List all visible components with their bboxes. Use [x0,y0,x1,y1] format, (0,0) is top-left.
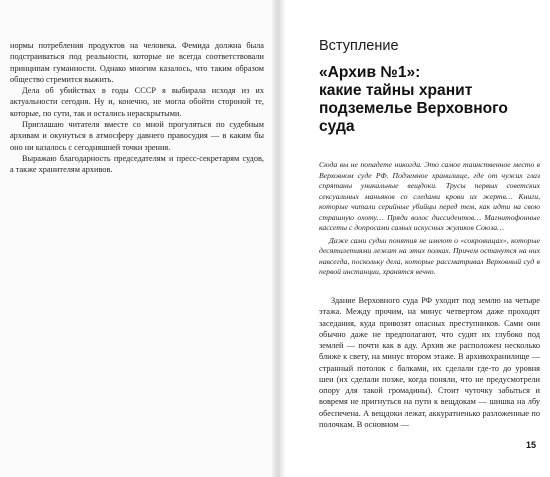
epigraph-paragraph: Даже сами судьи понятия не имеют о «сокровищах», которые десятилетиями лежат на этих полках. Причем останутся на них навсегда, поскольку дела, которые рассматривал Верховный суд в первой инстанции, хранятся вечно. [319,235,540,277]
chapter-title-line: подземелье Верховного суда [319,100,508,135]
chapter-title-line: «Архив №1»: [319,64,421,81]
left-page [0,0,272,477]
chapter-title-line: какие тайны хранит [319,82,473,99]
left-page-text [10,40,264,176]
epigraph [319,160,540,278]
left-paragraph: Приглашаю читателя вместе со мной прогуляться по судебным архивам и окунуться в атмосферу давнего правосудия — в каким бы оно ни казалось с сегодняшней точки зрения. [10,120,264,152]
book-gutter [272,0,286,477]
left-paragraph: нормы потребления продуктов на человека. Фемида должна была подстраиваться под реальности, которые не всегда соответствовали принципам гуманности. Однако многим казалось, что таким образом общество стремится выжить. [10,41,264,84]
chapter-title [319,64,539,136]
right-body-text [319,295,540,430]
epigraph-paragraph: Сюда вы не попадете никогда. Это самое таинственное место в Верховном суде РФ. Подземное хранилище, где от чужих глаз спрятаны уникальные вещдоки. Трусы первых советских сексуальных маньяков со следами крови их жертв… Книги, которые читали серийные убийцы перед тем, как идти на свою страшную охоту… Пряди волос диссидентов… Магнитофонные кассеты с допросами самых искусных жуликов Союза… [319,160,540,233]
left-paragraph: Выражаю благодарность председателям и пресс-секретарям судов, а также хранителям архивов. [10,153,264,175]
chapter-kicker: Вступление [319,38,399,54]
body-paragraph: Здание Верховного суда РФ уходит под землю на четыре этажа. Между прочим, на минус четвертом даже проходят заседания, куда привозят опасных преступников. Сами они обычно даже не предполагают, что судят их глубоко под землей — почти как в аду. Архив же расположен несколько ближе к свету, на минус втором этаже. В архивохранилище — странный потолок с балками, их сделали где-то до уровня шеи (их сделали позже, когда поняли, что не предусмотрели опору для такой громадины). Стоит чуточку забыться и вовремя не пригнуться на пути к вещдокам — шишка на лбу обеспечена. А вещдоки лежат, аккуратненько разложенные по полочкам. В основном — [319,296,540,429]
page-number: 15 [525,440,536,450]
left-paragraph: Дела об убийствах в годы СССР я выбирала исходя из их актуальности сегодня. Ну и, конечно, не могла обойти стороной те, которые, по сути, так и остались нераскрытыми. [10,86,264,118]
